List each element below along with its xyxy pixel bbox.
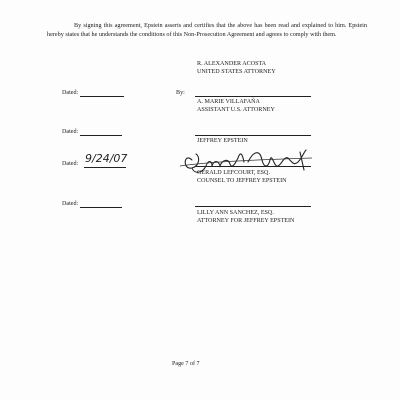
signature-line-1 bbox=[195, 96, 311, 97]
acknowledgement-paragraph bbox=[47, 22, 367, 39]
signer-title-1: ASSISTANT U.S. ATTORNEY bbox=[197, 107, 275, 113]
dated-label-2: Dated: bbox=[62, 129, 79, 135]
by-label: By: bbox=[176, 90, 185, 96]
dated-blank-4 bbox=[80, 207, 122, 208]
dated-label-4: Dated: bbox=[62, 201, 79, 207]
signature-line-2 bbox=[195, 135, 311, 136]
dated-blank-1 bbox=[80, 96, 124, 97]
us-attorney-name: R. ALEXANDER ACOSTA bbox=[197, 61, 267, 67]
signer-name-4: LILLY ANN SANCHEZ, ESQ. bbox=[197, 210, 274, 216]
signer-title-4: ATTORNEY FOR JEFFREY EPSTEIN bbox=[197, 218, 295, 224]
dated-label-1: Dated: bbox=[62, 90, 79, 96]
handwritten-date: 9/24/07 bbox=[85, 152, 128, 165]
dated-blank-3 bbox=[84, 167, 126, 168]
signer-name-3: GERALD LEFCOURT, ESQ. bbox=[197, 170, 270, 176]
acknowledgement-text: By signing this agreement, Epstein asserts and certifies that the above has been read and explained to him. Epstein hereby states that he understands the conditions of this Non-Prosecution Agreement and agrees to comply with them. bbox=[47, 22, 367, 38]
dated-label-3: Dated: bbox=[62, 161, 79, 167]
signature-line-3 bbox=[195, 166, 311, 167]
us-attorney-title: UNITED STATES ATTORNEY bbox=[197, 69, 276, 75]
signer-name-1: A. MARIE VILLAFAÑA bbox=[197, 99, 260, 105]
signature-line-4 bbox=[195, 206, 311, 207]
signer-name-2: JEFFREY EPSTEIN bbox=[197, 138, 248, 144]
dated-blank-2 bbox=[80, 135, 122, 136]
signer-title-3: COUNSEL TO JEFFREY EPSTEIN bbox=[197, 178, 287, 184]
page-number: Page 7 of 7 bbox=[172, 361, 200, 367]
